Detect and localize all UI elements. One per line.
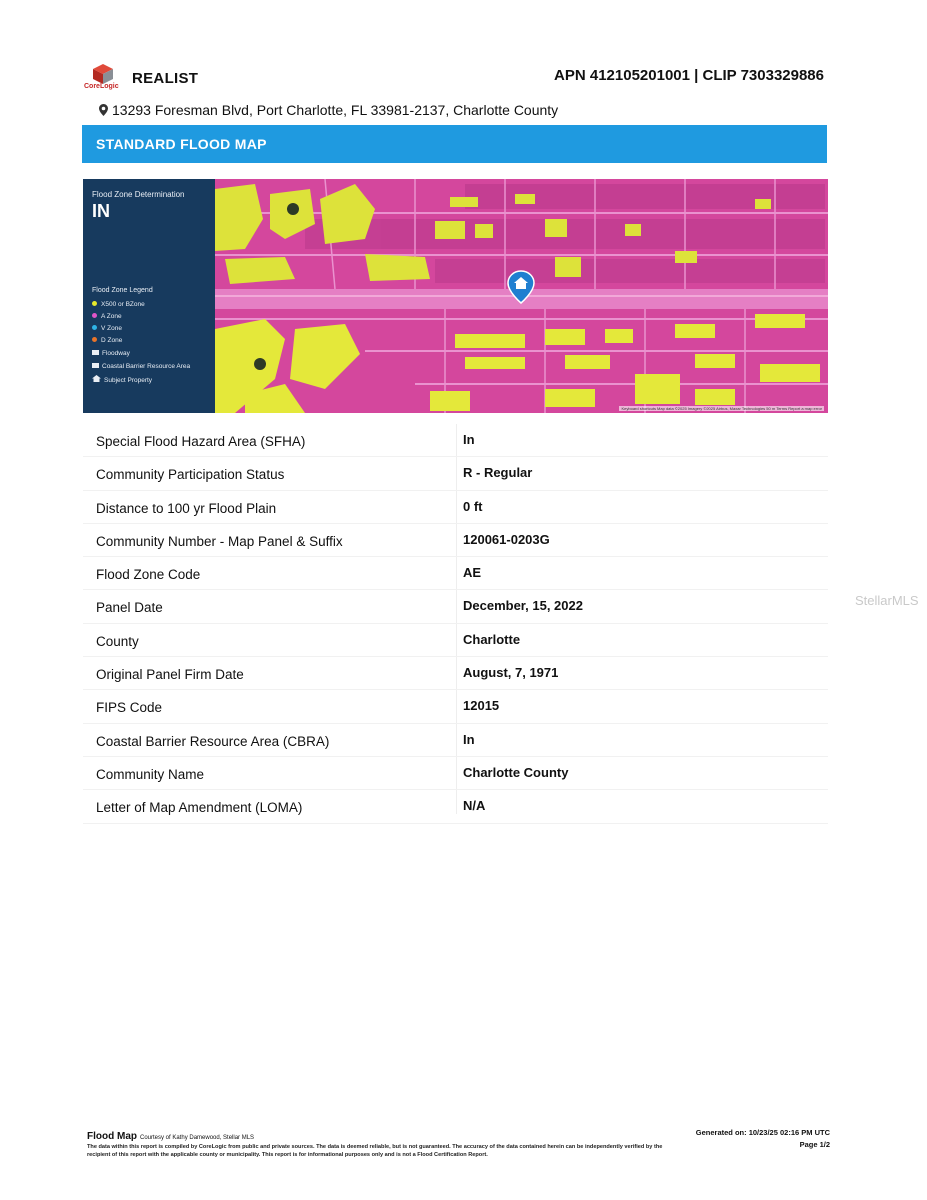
row-value: August, 7, 1971 [463, 665, 559, 681]
flood-zone-determination-value: IN [92, 201, 110, 221]
legend-item-a-zone: A Zone [92, 313, 122, 320]
footer-title: Flood Map Courtesy of Kathy Damewood, Stellar MLS [87, 1131, 255, 1142]
row-label: Community Number - Map Panel & Suffix [96, 533, 343, 549]
logo-text: CoreLogic [84, 83, 119, 90]
map-attribution: Keyboard shortcuts Map data ©2025 Imagery ©2025 Airbus, Maxar Technologies 50 m Terms Report a map error [621, 406, 822, 411]
page-number: Page 1/2 [799, 1140, 830, 1149]
row-value: In [463, 432, 475, 447]
banner-title: STANDARD FLOOD MAP [96, 136, 267, 152]
row-value: December, 15, 2022 [463, 598, 583, 614]
row-value: AE [463, 565, 482, 581]
row-label: Panel Date [96, 600, 163, 616]
table-row [83, 424, 828, 457]
section-banner [82, 125, 827, 163]
address-text: 13293 Foresman Blvd, Port Charlotte, FL 33981-2137, Charlotte County [112, 102, 559, 118]
aerial-map-image[interactable] [215, 179, 828, 413]
table-row [83, 557, 828, 590]
stellar-mls-watermark: StellarMLS [855, 593, 919, 608]
flood-zone-determination-label: Flood Zone Determination [92, 190, 185, 199]
row-label: Community Name [96, 766, 205, 782]
cbra-square-icon [92, 363, 99, 368]
row-label: Distance to 100 yr Flood Plain [96, 500, 277, 516]
legend-item-d-zone: D Zone [92, 337, 122, 344]
apn-clip: APN 412105201001 | CLIP 7303329886 [554, 67, 824, 84]
table-row [83, 624, 828, 657]
row-value: N/A [463, 798, 486, 814]
row-value: Charlotte County [463, 764, 569, 780]
row-label: FIPS Code [96, 700, 163, 716]
blue-dot-icon [92, 325, 97, 330]
row-label: Special Flood Hazard Area (SFHA) [96, 434, 306, 449]
generated-timestamp: Generated on: 10/23/25 02:16 PM UTC [695, 1128, 830, 1137]
table-row [83, 790, 828, 823]
table-row [83, 524, 828, 557]
legend-item-x500: X500 or BZone [92, 301, 145, 308]
yellow-dot-icon [92, 301, 97, 306]
legend-item-cbra: Coastal Barrier Resource Area [92, 363, 190, 370]
row-value: 0 ft [463, 498, 483, 514]
table-row [83, 590, 828, 623]
row-label: Community Participation Status [96, 467, 285, 483]
row-value: In [463, 731, 475, 747]
pink-dot-icon [92, 313, 97, 318]
table-row [83, 657, 828, 690]
row-value: Charlotte [463, 631, 521, 647]
row-label: Letter of Map Amendment (LOMA) [96, 800, 303, 816]
footer-courtesy: Courtesy of Kathy Damewood, Stellar MLS [140, 1135, 255, 1141]
table-row [83, 457, 828, 490]
legend-item-subject-property: Subject Property [92, 375, 152, 384]
legend-title: Flood Zone Legend [92, 287, 153, 294]
table-row [83, 757, 828, 790]
brand-name: REALIST [132, 70, 199, 87]
row-value: 12015 [463, 698, 500, 714]
floodway-square-icon [92, 350, 99, 355]
table-row [83, 690, 828, 723]
orange-dot-icon [92, 337, 97, 342]
row-label: County [96, 633, 139, 649]
legend-item-v-zone: V Zone [92, 325, 122, 332]
property-address [99, 102, 558, 118]
flood-details-table [83, 424, 828, 824]
row-value: 120061-0203G [463, 531, 550, 547]
location-pin-icon [99, 104, 108, 116]
table-row [83, 491, 828, 524]
table-row [83, 724, 828, 757]
row-label: Flood Zone Code [96, 567, 201, 583]
row-label: Original Panel Firm Date [96, 667, 244, 683]
footer-disclaimer: The data within this report is compiled by CoreLogic from public and private sources. The data is deemed reliable, but is not guaranteed. The accuracy of the data contained herein can be independently verified by the recipient of this report with the applicable county or municipality. This report is for informational purposes only and is not a Flood Certification Report. [87, 1144, 663, 1158]
flood-map [83, 179, 828, 413]
house-icon [92, 375, 101, 382]
legend-item-floodway: Floodway [92, 350, 130, 357]
row-label: Coastal Barrier Resource Area (CBRA) [96, 733, 330, 749]
map-sidebar [83, 179, 215, 413]
row-value: R - Regular [463, 465, 533, 481]
